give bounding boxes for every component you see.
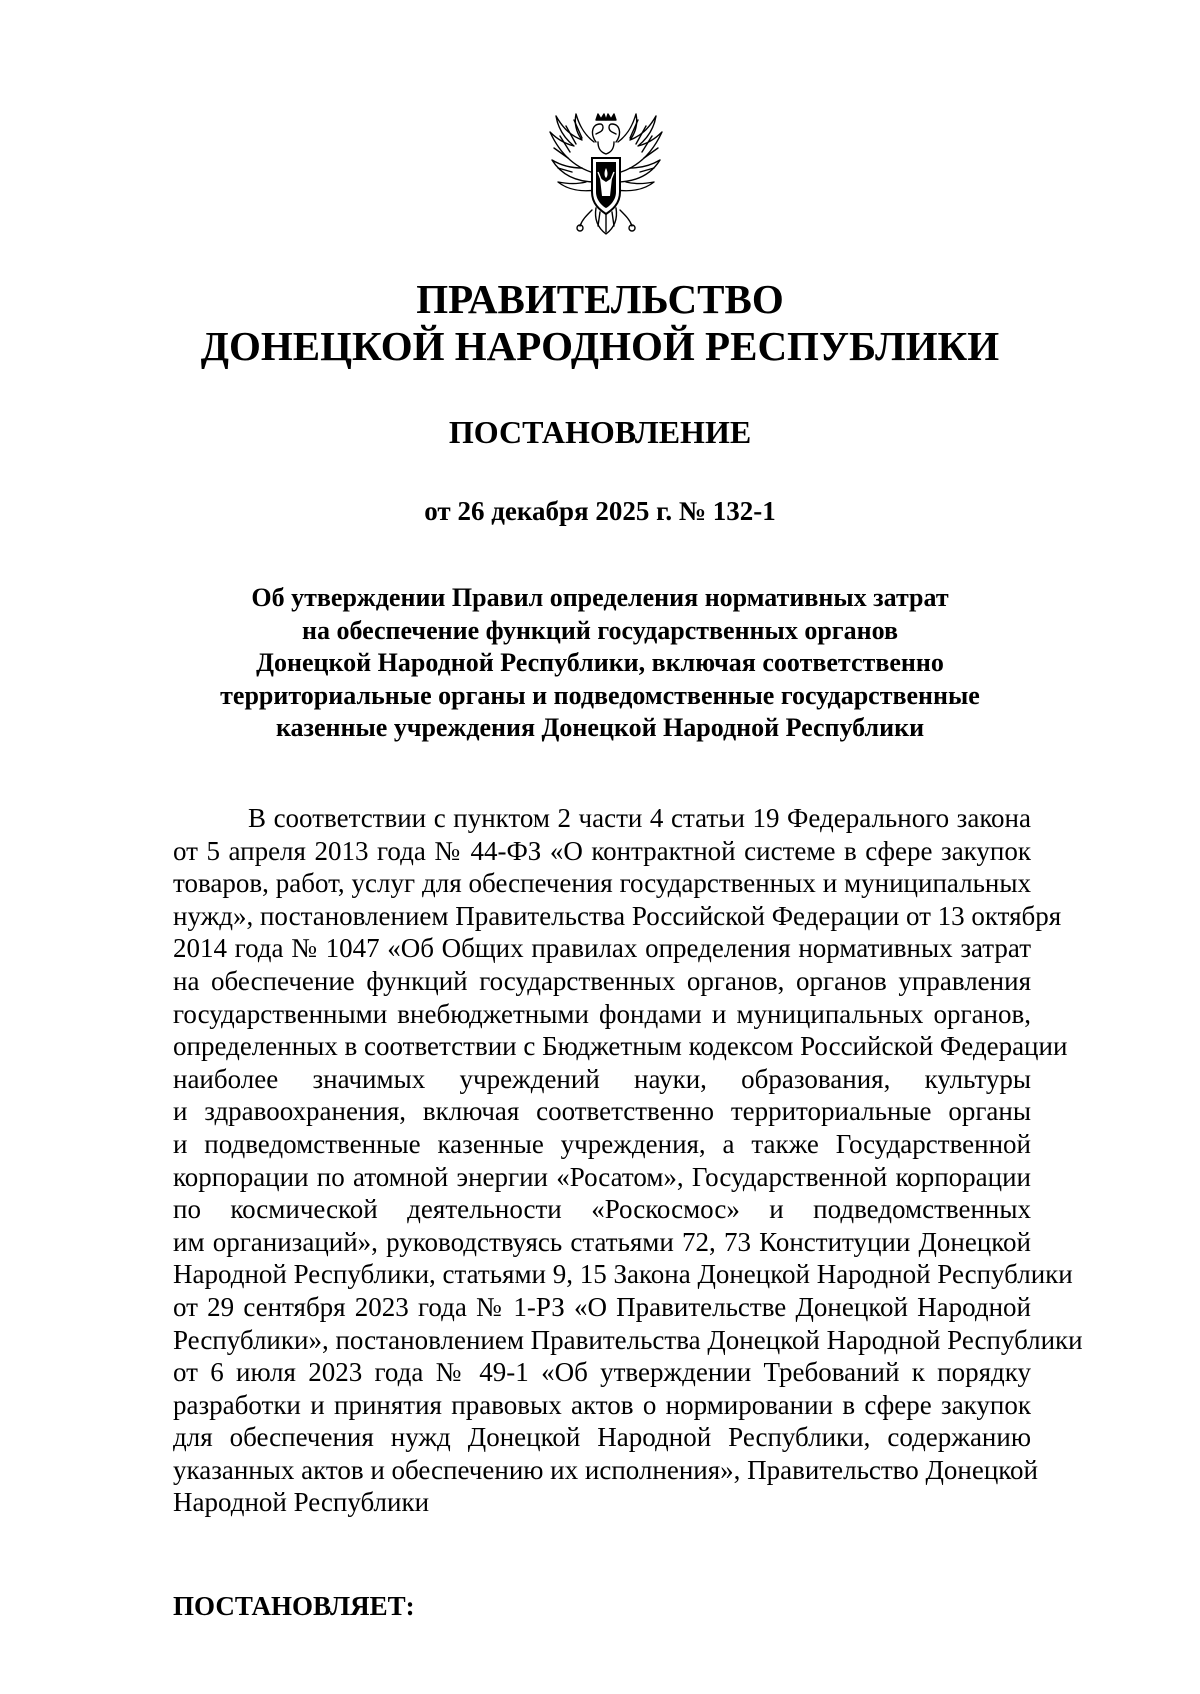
body-line: и здравоохранения, включая соответственно территориальные органы [173, 1096, 1031, 1127]
body-line: указанных актов и обеспечению их исполнения», Правительство Донецкой [173, 1454, 1038, 1485]
body-line: от 5 апреля 2013 года № 44-ФЗ «О контрактной системе в сфере закупок [173, 835, 1031, 866]
body-line: определенных в соответствии с Бюджетным кодексом Российской Федерации [173, 1031, 1068, 1062]
document-date-number: от 26 декабря 2025 г. № 132-1 [424, 496, 776, 526]
body-line: 2014 года № 1047 «Об Общих правилах определения нормативных затрат [173, 933, 1031, 964]
body-line: Народной Республики [173, 1487, 430, 1518]
subject-line: Донецкой Народной Республики, включая соответственно [256, 648, 944, 677]
coat-of-arms-emblem-icon [540, 112, 672, 250]
body-line: для обеспечения нужд Донецкой Народной Республики, содержанию [173, 1422, 1031, 1453]
body-line: государственными внебюджетными фондами и муниципальных органов, [173, 998, 1031, 1029]
body-line: по космической деятельности «Роскосмос» и подведомственных [173, 1194, 1031, 1225]
subject-line: казенные учреждения Донецкой Народной Республики [275, 713, 925, 742]
body-line: на обеспечение функций государственных органов, органов управления [173, 965, 1031, 996]
body-line: нужд», постановлением Правительства Российской Федерации от 13 октября [173, 900, 1062, 931]
body-line: Республики», постановлением Правительства Донецкой Народной Республики [173, 1324, 1083, 1355]
subject-line: территориальные органы и подведомственные государственные [220, 680, 980, 710]
document-subject [175, 582, 1025, 745]
body-line: и подведомственные казенные учреждения, а также Государственной [173, 1128, 1031, 1159]
document-type-heading: ПОСТАНОВЛЕНИЕ [448, 414, 752, 450]
body-line: разработки и принятия правовых актов о нормировании в сфере закупок [173, 1389, 1031, 1420]
body-line: от 29 сентября 2023 года № 1-РЗ «О Правительстве Донецкой Народной [173, 1291, 1031, 1322]
body-line: от 6 июля 2023 года № 49-1 «Об утверждении Требований к порядку [173, 1357, 1031, 1388]
government-title-line-2: ДОНЕЦКОЙ НАРОДНОЙ РЕСПУБЛИКИ [200, 323, 1000, 369]
government-title-line-1: ПРАВИТЕЛЬСТВО [416, 276, 784, 322]
resolves-heading: ПОСТАНОВЛЯЕТ: [173, 1591, 415, 1621]
body-line: В соответствии с пунктом 2 части 4 статьи 19 Федерального закона [248, 803, 1031, 833]
body-line: наиболее значимых учреждений науки, образования, культуры [173, 1063, 1031, 1094]
body-line: корпорации по атомной энергии «Росатом», Государственной корпорации [173, 1161, 1031, 1192]
subject-line: на обеспечение функций государственных органов [302, 615, 898, 645]
preamble-paragraph [173, 802, 1083, 1519]
body-line: им организаций», руководствуясь статьями 72, 73 Конституции Донецкой [173, 1226, 1031, 1257]
body-line: Народной Республики, статьями 9, 15 Закона Донецкой Народной Республики [173, 1259, 1073, 1290]
body-line: товаров, работ, услуг для обеспечения государственных и муниципальных [173, 868, 1031, 899]
subject-line: Об утверждении Правил определения нормативных затрат [251, 583, 949, 612]
